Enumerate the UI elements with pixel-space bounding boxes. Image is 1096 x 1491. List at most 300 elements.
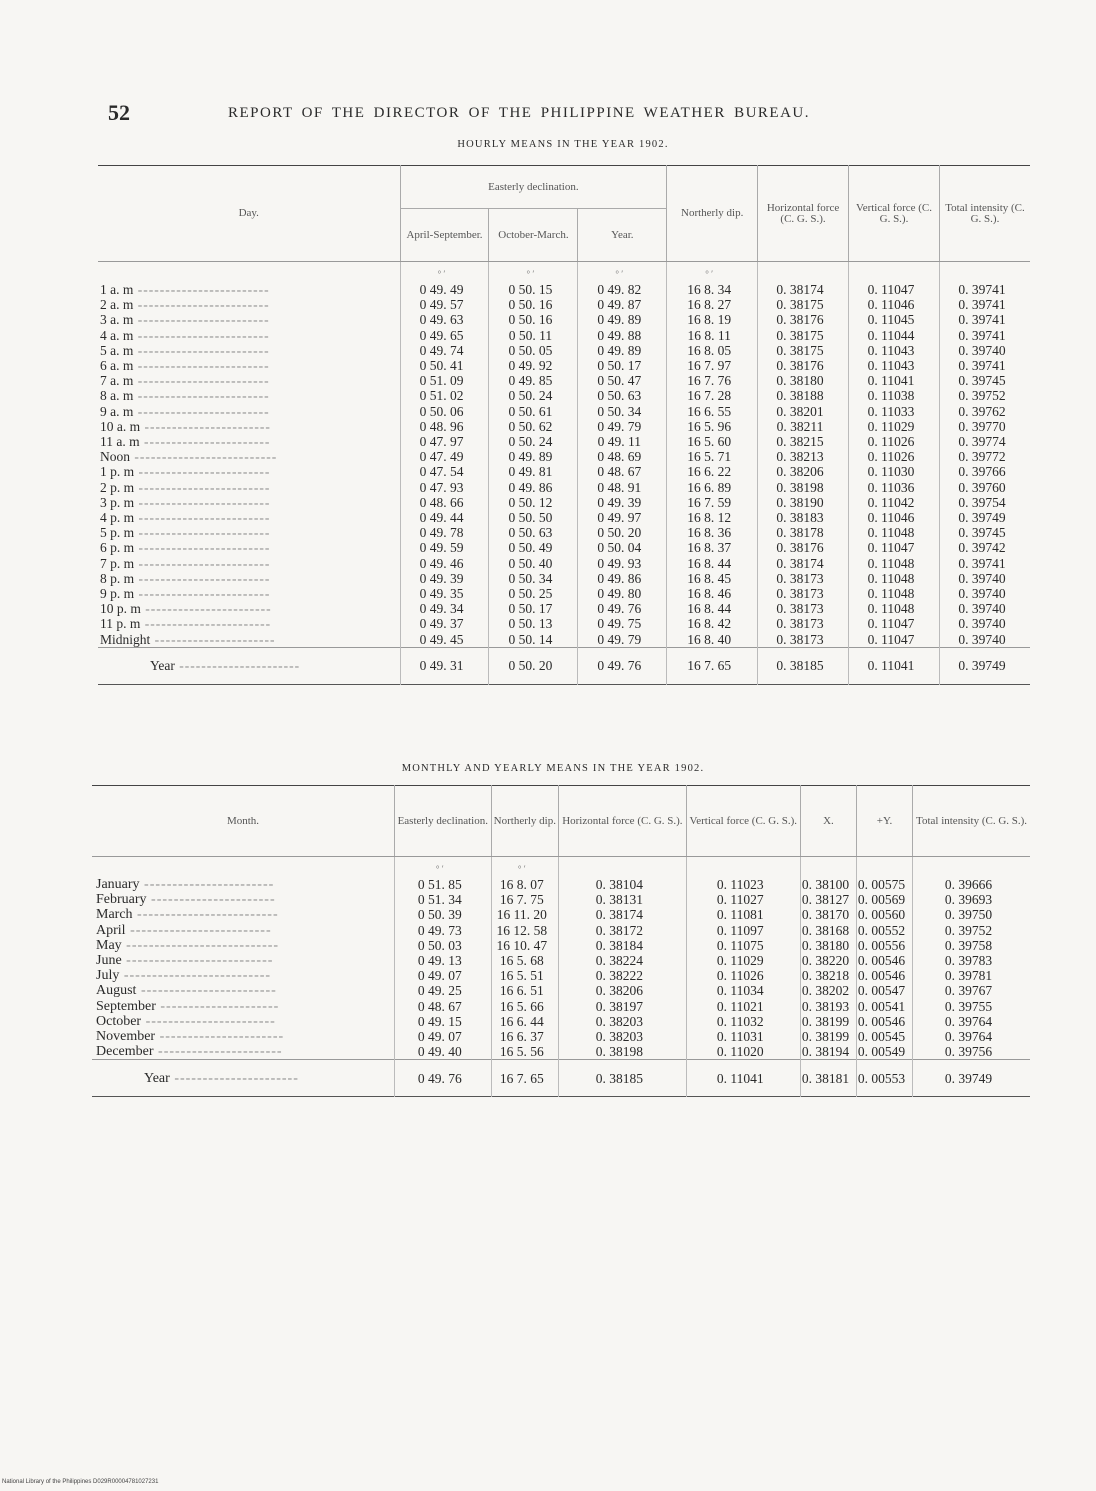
year-value-cell: 0. 38185 [559, 1060, 687, 1097]
value-cell: 0. 11046 [849, 510, 940, 525]
value-cell: 0 50. 61 [489, 404, 578, 419]
row-label: 9 p. m [100, 586, 135, 602]
year-label-cell [92, 1060, 395, 1097]
value-cell: 16 8. 05 [667, 343, 758, 358]
value-cell: 0. 38201 [758, 404, 849, 419]
value-cell: 16 7. 59 [667, 495, 758, 510]
value-cell: 0 49. 86 [489, 480, 578, 495]
value-cell: 0 50. 40 [489, 556, 578, 571]
table-row [92, 1014, 1030, 1029]
value-cell: 0. 39740 [958, 586, 1006, 602]
value-cell: 16 8. 44 [667, 556, 758, 571]
value-cell: 16 7. 97 [667, 358, 758, 373]
row-label: 10 p. m [100, 601, 141, 617]
value-cell: 0 50. 50 [489, 510, 578, 525]
value-cell: 0 49. 80 [578, 586, 667, 601]
value-cell: 0 49. 78 [400, 525, 489, 540]
scan-footer: National Library of the Philippines D029R00004781027231 [2, 1479, 159, 1485]
year-label: Year [144, 1070, 170, 1086]
value-cell: 0. 00547 [856, 983, 912, 998]
dot-leader: ------------------------ [133, 282, 270, 297]
header-plus-y: +Y. [856, 786, 912, 857]
value-cell: 0 47. 97 [400, 434, 489, 449]
value-cell: 0 49. 07 [395, 968, 492, 983]
value-cell: 0. 39756 [944, 1044, 993, 1060]
unit-mark: ° ′ [395, 857, 492, 878]
year-value-cell: 0 49. 31 [400, 647, 489, 684]
value-cell: 0. 38173 [758, 571, 849, 586]
value-cell: 0 49. 88 [578, 328, 667, 343]
dot-leader: ------------------------- [132, 907, 279, 923]
unit-mark [856, 857, 912, 878]
row-label-cell [98, 540, 400, 555]
value-cell: 0. 39752 [944, 922, 993, 938]
value-cell: 16 5. 51 [491, 968, 559, 983]
value-cell: 0. 38168 [800, 923, 856, 938]
value-cell: 16 5. 68 [491, 953, 559, 968]
row-label: February [96, 892, 147, 908]
year-row [92, 1060, 1030, 1097]
value-cell: 0. 11048 [849, 556, 940, 571]
value-cell: 0. 38180 [758, 373, 849, 388]
value-cell: 0. 38184 [559, 938, 687, 953]
value-cell: 0. 11081 [686, 907, 800, 922]
dot-leader: ---------------------- [155, 1029, 285, 1045]
dot-leader: ------------------------ [136, 983, 277, 999]
row-label: 9 a. m [100, 403, 134, 419]
value-cell: 0. 38176 [758, 540, 849, 555]
value-cell: 0. 11041 [849, 373, 940, 388]
row-label: 2 a. m [100, 297, 134, 313]
value-cell: 16 10. 47 [491, 938, 559, 953]
value-cell: 0. 38190 [758, 495, 849, 510]
unit-mark [559, 857, 687, 878]
year-value-cell: 0. 00553 [856, 1060, 912, 1097]
value-cell: 0. 38203 [559, 1014, 687, 1029]
header-total-intensity: Total intensity (C. G. S.). [939, 166, 1030, 262]
value-cell: 0. 39764 [944, 1029, 993, 1045]
value-cell: 0. 11047 [849, 632, 940, 648]
value-cell: 0 50. 20 [578, 525, 667, 540]
table-row [92, 923, 1030, 938]
value-cell: 16 8. 27 [667, 297, 758, 312]
dot-leader: ---------------------- [146, 892, 276, 908]
row-label-cell [98, 556, 400, 571]
value-cell: 16 7. 75 [491, 892, 559, 907]
row-label: 6 p. m [100, 540, 135, 556]
row-label-cell [92, 923, 395, 938]
year-value-cell: 0 50. 20 [489, 647, 578, 684]
table-row [98, 282, 1030, 297]
row-label-cell [92, 1029, 395, 1044]
value-cell: 0. 39755 [944, 998, 993, 1014]
value-cell: 0. 11029 [686, 953, 800, 968]
value-cell: 0. 38175 [758, 297, 849, 312]
value-cell: 0. 38211 [758, 419, 849, 434]
row-label: Midnight [100, 631, 151, 647]
page-number: 52 [108, 100, 130, 125]
value-cell: 0. 11043 [849, 343, 940, 358]
value-cell: 0. 38206 [559, 983, 687, 998]
value-cell: 0. 38173 [758, 616, 849, 631]
value-cell: 0. 38174 [758, 282, 849, 297]
value-cell: 0 50. 24 [489, 434, 578, 449]
running-head: REPORT OF THE DIRECTOR OF THE PHILIPPINE WEATHER BUREAU. [228, 105, 810, 121]
value-cell: 0. 11048 [849, 601, 940, 616]
value-cell: 0. 38176 [758, 358, 849, 373]
monthly-caption: MONTHLY AND YEARLY MEANS IN THE YEAR 1902. [401, 763, 705, 774]
dot-leader: ----------------------- [140, 418, 271, 434]
table-row [98, 480, 1030, 495]
row-label-cell [98, 601, 400, 616]
table-row [98, 404, 1030, 419]
unit-mark [849, 262, 940, 283]
value-cell: 0. 00552 [856, 923, 912, 938]
header-october-march: October-March. [489, 209, 578, 262]
dot-leader: ------------------------ [133, 312, 270, 328]
unit-row-spacer [98, 262, 400, 283]
value-cell: 0 49. 59 [400, 540, 489, 555]
value-cell: 0. 38104 [559, 877, 687, 892]
dot-leader: ------------------------ [134, 540, 271, 556]
table-row [92, 907, 1030, 922]
value-cell: 0. 11026 [849, 449, 940, 464]
value-cell: 0 51. 34 [395, 892, 492, 907]
value-cell: 0. 39666 [944, 877, 993, 892]
row-label-cell [92, 999, 395, 1014]
year-value-cell: 0. 11041 [686, 1060, 800, 1097]
value-cell: 0. 11038 [849, 388, 940, 403]
unit-mark: ° ′ [578, 262, 667, 283]
row-label-cell [98, 510, 400, 525]
value-cell: 0 49. 74 [400, 343, 489, 358]
unit-mark [913, 857, 1030, 878]
row-label: August [96, 983, 137, 999]
value-cell: 0. 38174 [758, 556, 849, 571]
value-cell: 0. 11020 [686, 1044, 800, 1060]
row-label: 4 a. m [100, 327, 134, 343]
value-cell: 0. 11036 [849, 480, 940, 495]
value-cell: 0. 11075 [686, 938, 800, 953]
row-label-cell [98, 328, 400, 343]
value-cell: 16 5. 96 [667, 419, 758, 434]
table-row [98, 601, 1030, 616]
value-cell: 0. 39770 [958, 418, 1006, 434]
table-row [98, 510, 1030, 525]
value-cell: 0 50. 16 [489, 297, 578, 312]
table-row [92, 968, 1030, 983]
unit-mark [939, 262, 1030, 283]
value-cell: 0 50. 12 [489, 495, 578, 510]
value-cell: 0 50. 14 [489, 632, 578, 648]
value-cell: 0. 39741 [958, 297, 1006, 313]
dot-leader: ------------------------ [133, 373, 270, 389]
dot-leader: ----------------------- [140, 601, 272, 617]
value-cell: 0 49. 35 [400, 586, 489, 601]
value-cell: 16 6. 89 [667, 480, 758, 495]
dot-leader: ------------------------ [133, 358, 270, 374]
value-cell: 0. 00569 [856, 892, 912, 907]
value-cell: 0 49. 79 [578, 632, 667, 648]
row-label-cell [98, 282, 400, 297]
dot-leader: ----------------------- [139, 877, 275, 892]
value-cell: 0. 00546 [856, 968, 912, 983]
value-cell: 0 48. 66 [400, 495, 489, 510]
value-cell: 0. 00546 [856, 1014, 912, 1029]
table-row [92, 953, 1030, 968]
value-cell: 0. 39740 [958, 342, 1006, 358]
value-cell: 0 49. 75 [578, 616, 667, 631]
value-cell: 0. 39783 [944, 953, 993, 969]
value-cell: 0. 39741 [958, 327, 1006, 343]
value-cell: 0 50. 63 [578, 388, 667, 403]
row-label: 3 a. m [100, 312, 134, 328]
value-cell: 0 49. 93 [578, 556, 667, 571]
value-cell: 0. 38180 [800, 938, 856, 953]
header-vertical-force: Vertical force (C. G. S.). [686, 786, 800, 857]
unit-mark [758, 262, 849, 283]
table-row [98, 343, 1030, 358]
table-row [92, 1029, 1030, 1044]
dot-leader: -------------------------- [119, 968, 272, 984]
value-cell: 0 51. 85 [395, 877, 492, 892]
value-cell: 0. 38198 [758, 480, 849, 495]
value-cell: 16 5. 60 [667, 434, 758, 449]
value-cell: 0. 38203 [559, 1029, 687, 1044]
year-label-cell [98, 647, 400, 684]
value-cell: 0 50. 17 [578, 358, 667, 373]
value-cell: 0. 38222 [559, 968, 687, 983]
dot-leader: --------------------------- [121, 937, 280, 953]
row-label-cell [98, 449, 400, 464]
value-cell: 0 50. 34 [578, 404, 667, 419]
value-cell: 0 50. 24 [489, 388, 578, 403]
dot-leader: ---------------------- [150, 631, 276, 647]
value-cell: 0 49. 89 [489, 449, 578, 464]
value-cell: 0 50. 06 [400, 404, 489, 419]
row-label: 8 a. m [100, 388, 134, 404]
table-row [98, 312, 1030, 327]
unit-mark: ° ′ [491, 857, 559, 878]
row-label-cell [98, 616, 400, 631]
row-label-cell [92, 953, 395, 968]
value-cell: 0. 38220 [800, 953, 856, 968]
value-cell: 16 6. 51 [491, 983, 559, 998]
value-cell: 0 51. 09 [400, 373, 489, 388]
value-cell: 16 8. 19 [667, 312, 758, 327]
value-cell: 0. 38218 [800, 968, 856, 983]
value-cell: 0. 11047 [849, 282, 940, 297]
value-cell: 16 5. 66 [491, 999, 559, 1014]
value-cell: 0. 38213 [758, 449, 849, 464]
row-label-cell [92, 892, 395, 907]
row-label-cell [92, 938, 395, 953]
value-cell: 0. 38194 [800, 1044, 856, 1060]
table-row [92, 938, 1030, 953]
value-cell: 16 6. 44 [491, 1014, 559, 1029]
value-cell: 16 8. 42 [667, 616, 758, 631]
value-cell: 0. 11026 [686, 968, 800, 983]
value-cell: 0 50. 62 [489, 419, 578, 434]
value-cell: 0. 39740 [958, 616, 1006, 632]
value-cell: 0 47. 49 [400, 449, 489, 464]
dot-leader: ------------------------ [134, 570, 271, 586]
row-label: 7 p. m [100, 555, 135, 571]
value-cell: 0. 39741 [958, 555, 1006, 571]
value-cell: 16 8. 45 [667, 571, 758, 586]
header-total-intensity: Total intensity (C. G. S.). [913, 786, 1030, 857]
value-cell: 0. 39754 [958, 494, 1006, 510]
value-cell: 0. 39745 [958, 373, 1006, 389]
row-label: 11 p. m [100, 616, 141, 632]
dot-leader: ------------------------ [134, 464, 271, 480]
value-cell: 16 8. 07 [491, 877, 559, 892]
value-cell: 0 49. 79 [578, 419, 667, 434]
value-cell: 0 49. 97 [578, 510, 667, 525]
value-cell: 16 8. 40 [667, 632, 758, 648]
year-value-cell: 0. 39749 [913, 1060, 1030, 1097]
table-row [92, 877, 1030, 892]
value-cell: 0 49. 37 [400, 616, 489, 631]
dot-leader: ------------------------ [133, 297, 270, 313]
unit-marks-row [92, 857, 1030, 878]
row-label: 5 a. m [100, 342, 134, 358]
year-value-cell: 0. 11041 [849, 647, 940, 684]
value-cell: 0 48. 96 [400, 419, 489, 434]
unit-mark: ° ′ [400, 262, 489, 283]
dot-leader: ------------------------ [133, 327, 270, 343]
row-label-cell [98, 358, 400, 373]
row-label: July [96, 968, 120, 984]
row-label-cell [98, 388, 400, 403]
dot-leader: ------------------------ [133, 388, 270, 404]
table-row [98, 540, 1030, 555]
row-label: 5 p. m [100, 525, 135, 541]
table-row [98, 632, 1030, 648]
value-cell: 0. 38127 [800, 892, 856, 907]
value-cell: 0. 38131 [559, 892, 687, 907]
row-label: Noon [100, 449, 130, 465]
row-label: 11 a. m [100, 434, 140, 450]
row-label: 1 p. m [100, 464, 135, 480]
value-cell: 0 51. 02 [400, 388, 489, 403]
row-label-cell [98, 525, 400, 540]
value-cell: 0. 39741 [958, 282, 1006, 297]
dot-leader: ----------------------- [140, 616, 272, 632]
row-label-cell [92, 983, 395, 998]
value-cell: 16 8. 12 [667, 510, 758, 525]
table-row [92, 999, 1030, 1014]
unit-mark [800, 857, 856, 878]
value-cell: 0 49. 13 [395, 953, 492, 968]
dot-leader: ------------------------ [134, 479, 271, 495]
value-cell: 0. 38173 [758, 586, 849, 601]
value-cell: 0. 11047 [849, 616, 940, 631]
dot-leader: ------------------------- [125, 922, 272, 938]
value-cell: 0 49. 89 [578, 343, 667, 358]
header-easterly-declination: Easterly declination. [400, 166, 667, 209]
value-cell: 0. 11048 [849, 571, 940, 586]
value-cell: 0. 38170 [800, 907, 856, 922]
value-cell: 0 48. 91 [578, 480, 667, 495]
header-april-september: April-September. [400, 209, 489, 262]
row-label: April [96, 922, 126, 938]
value-cell: 0 50. 17 [489, 601, 578, 616]
header-horizontal-force: Horizontal force (C. G. S.). [559, 786, 687, 857]
row-label: 1 a. m [100, 282, 134, 297]
header-horizontal-force: Horizontal force (C. G. S.). [758, 166, 849, 262]
value-cell: 0. 11097 [686, 923, 800, 938]
table-row [98, 525, 1030, 540]
value-cell: 0. 00541 [856, 999, 912, 1014]
value-cell: 0. 38197 [559, 999, 687, 1014]
dot-leader: ------------------------ [134, 555, 271, 571]
value-cell: 0. 39745 [958, 525, 1006, 541]
value-cell: 0 50. 49 [489, 540, 578, 555]
value-cell: 0 49. 11 [578, 434, 667, 449]
value-cell: 0. 11045 [849, 312, 940, 327]
value-cell: 16 11. 20 [491, 907, 559, 922]
hourly-caption: HOURLY MEANS IN THE YEAR 1902. [457, 139, 669, 150]
value-cell: 0. 00545 [856, 1029, 912, 1044]
table-row [98, 434, 1030, 449]
year-value-cell: 0. 38181 [800, 1060, 856, 1097]
table-row [98, 586, 1030, 601]
value-cell: 16 8. 46 [667, 586, 758, 601]
row-label: May [96, 937, 122, 953]
value-cell: 0 47. 93 [400, 480, 489, 495]
row-label-cell [98, 419, 400, 434]
value-cell: 0 50. 05 [489, 343, 578, 358]
value-cell: 0. 38215 [758, 434, 849, 449]
row-label: 8 p. m [100, 570, 135, 586]
value-cell: 0. 11048 [849, 525, 940, 540]
table-row [98, 388, 1030, 403]
value-cell: 0 49. 63 [400, 312, 489, 327]
value-cell: 0 50. 47 [578, 373, 667, 388]
value-cell: 16 5. 56 [491, 1044, 559, 1060]
value-cell: 16 5. 71 [667, 449, 758, 464]
value-cell: 16 8. 11 [667, 328, 758, 343]
header-northerly-dip: Northerly dip. [491, 786, 559, 857]
value-cell: 0. 11032 [686, 1014, 800, 1029]
monthly-means-table [92, 785, 1030, 1097]
value-cell: 0 49. 34 [400, 601, 489, 616]
row-label: September [96, 998, 156, 1014]
row-label: 10 a. m [100, 418, 141, 434]
value-cell: 0 49. 15 [395, 1014, 492, 1029]
value-cell: 0. 11027 [686, 892, 800, 907]
value-cell: 0 47. 54 [400, 464, 489, 479]
value-cell: 0. 38100 [800, 877, 856, 892]
row-label-cell [98, 586, 400, 601]
value-cell: 0 50. 11 [489, 328, 578, 343]
value-cell: 0 50. 39 [395, 907, 492, 922]
value-cell: 0. 39740 [958, 601, 1006, 617]
row-label-cell [92, 907, 395, 922]
table-row [98, 571, 1030, 586]
value-cell: 0 49. 73 [395, 923, 492, 938]
dot-leader: ---------------------- [174, 658, 301, 674]
value-cell: 0. 11047 [849, 540, 940, 555]
unit-mark: ° ′ [667, 262, 758, 283]
header-month: Month. [92, 786, 395, 857]
row-label: March [96, 907, 133, 923]
value-cell: 0 49. 25 [395, 983, 492, 998]
value-cell: 0. 11021 [686, 999, 800, 1014]
dot-leader: ------------------------ [134, 510, 271, 526]
dot-leader: -------------------------- [121, 953, 274, 969]
